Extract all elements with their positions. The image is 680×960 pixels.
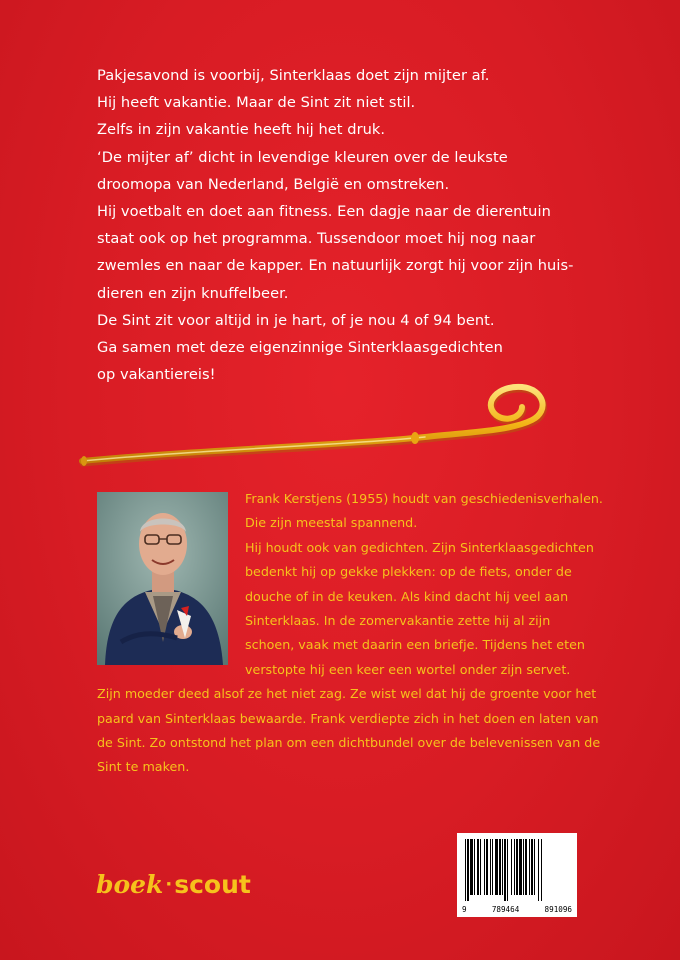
blurb-line: Ga samen met deze eigenzinnige Sinterklaasgedichten: [97, 339, 503, 357]
bio-line: verstopte hij een keer een wortel onder zijn servet.: [245, 661, 571, 677]
barcode-bar: [519, 839, 522, 895]
isbn-first-digit: 9: [462, 905, 467, 914]
isbn-right-group: 891096: [544, 905, 572, 914]
bio-line: paard van Sinterklaas bewaarde. Frank verdiepte zich in het doen en laten van: [97, 710, 599, 726]
blurb-line: Pakjesavond is voorbij, Sinterklaas doet zijn mijter af.: [97, 67, 490, 84]
bio-line: Zijn moeder deed alsof ze het niet zag. Ze wist wel dat hij de groente voor het: [97, 686, 597, 702]
blurb-line: dieren en zijn knuffelbeer.: [97, 284, 289, 302]
barcode-bar: [465, 839, 466, 901]
barcode-bar: [507, 839, 508, 901]
barcode-bar: [541, 839, 542, 901]
logo-part-boek: boek: [96, 870, 164, 899]
barcode-bar: [484, 839, 485, 895]
isbn-number: [457, 905, 577, 914]
bio-line: de Sint. Zo ontstond het plan om een dichtbundel over de belevenissen van de: [97, 735, 601, 751]
blurb-line: zwemles en naar de kapper. En natuurlijk zorgt hij voor zijn huis-: [97, 257, 574, 275]
barcode-bar: [499, 839, 501, 895]
isbn-barcode: [457, 833, 577, 917]
barcode-bar: [474, 839, 475, 895]
barcode-bar: [531, 839, 533, 895]
barcode-bar: [502, 839, 503, 895]
barcode-bar: [514, 839, 515, 895]
blurb-line: Hij heeft vakantie. Maar de Sint zit niet stil.: [97, 94, 416, 112]
bio-line: Hij houdt ook van gedichten. Zijn Sinterklaasgedichten: [245, 539, 594, 555]
barcode-bar: [492, 839, 493, 895]
blurb-line: staat ook op het programma. Tussendoor moet hij nog naar: [97, 230, 536, 248]
back-cover-blurb: [97, 62, 617, 388]
barcode-bar: [467, 839, 469, 901]
barcode-bar: [523, 839, 524, 895]
blurb-line: ‘De mijter af’ dicht in levendige kleuren over de leukste: [97, 148, 508, 166]
barcode-bar: [490, 839, 491, 895]
publisher-logo: [96, 870, 251, 904]
bio-line: schoen, vaak met daarin een briefje. Tijdens het eten: [245, 637, 585, 653]
blurb-line: Hij voetbalt en doet aan fitness. Een dagje naar de dierentuin: [97, 203, 551, 221]
barcode-bar: [495, 839, 498, 895]
barcode-bar: [529, 839, 530, 895]
bio-line: Frank Kerstjens (1955) houdt van geschiedenisverhalen.: [245, 491, 603, 506]
bio-line: Die zijn meestal spannend.: [245, 515, 418, 531]
barcode-bar: [486, 839, 488, 895]
barcode-bar: [504, 839, 506, 901]
barcode-bar: [470, 839, 473, 895]
barcode-bar: [511, 839, 512, 895]
bio-line: Sinterklaas. In de zomervakantie zette hij al zijn: [245, 613, 551, 629]
barcode-bars: [463, 839, 571, 901]
isbn-left-group: 789464: [491, 905, 520, 914]
bio-line: douche of in de keuken. Als kind dacht hij veel aan: [245, 588, 569, 604]
blurb-line: op vakantiereis!: [97, 366, 216, 384]
logo-part-scout: scout: [174, 870, 251, 899]
bio-line: Sint te maken.: [97, 759, 190, 775]
barcode-bar: [534, 839, 535, 895]
blurb-line: De Sint zit voor altijd in je hart, of je nou 4 of 94 bent.: [97, 311, 495, 329]
logo-dot: ·: [165, 874, 173, 895]
bishop-staff-icon: [70, 375, 560, 475]
barcode-bar: [477, 839, 479, 895]
blurb-line: Zelfs in zijn vakantie heeft hij het druk.: [97, 121, 386, 139]
barcode-bar: [516, 839, 518, 895]
author-bio: [97, 487, 627, 780]
blurb-line: droomopa van Nederland, België en omstreken.: [97, 175, 450, 193]
bio-line: bedenkt hij op gekke plekken: op de fiets, onder de: [245, 564, 572, 580]
barcode-bar: [525, 839, 527, 895]
barcode-bar: [480, 839, 481, 895]
barcode-bar: [538, 839, 539, 901]
